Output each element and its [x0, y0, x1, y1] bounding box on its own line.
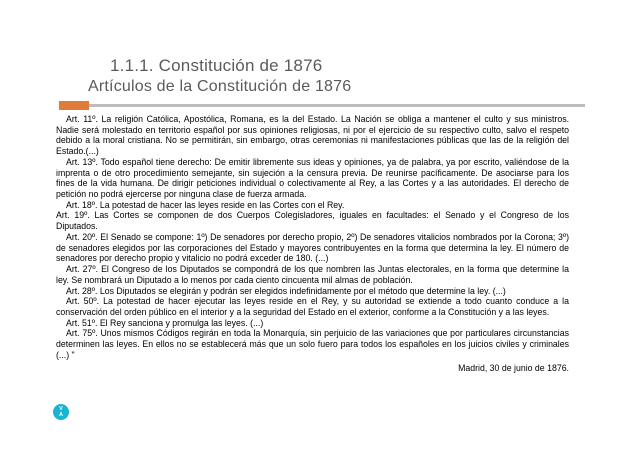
- logo-badge-icon: [53, 404, 69, 420]
- title-rule-accent: [59, 101, 89, 110]
- logo-letter-top: V: [59, 406, 63, 412]
- title-rule-line: [89, 104, 585, 107]
- logo-letter-bottom: A: [59, 412, 63, 418]
- article-11: Art. 11º. La religión Católica, Apostólica, Romana, es la del Estado. La Nación se obliga a mantener el culto y sus ministros. Nadie será molestado en territorio español por sus opiniones religiosas, ni por el ejercicio de su respectivo culto, salvo el respeto debido a la moral cristiana. No se permitirán, sin embargo, otras ceremonias ni manifestaciones públicas que las de la religión del Estado.(...): [56, 114, 569, 157]
- article-20: Art. 20º. El Senado se compone: 1º) De senadores por derecho propio, 2º) De senadores vitalicios nombrados por la Corona; 3º) de senadores elegidos por las corporaciones del Estado y mayores contribuyentes en la forma que determina la ley. El número de senadores por derecho propio y vitalicio no podrá exceder de 180. (...): [56, 231, 569, 264]
- article-13: Art. 13º. Todo español tiene derecho: De emitir libremente sus ideas y opiniones, ya de palabra, ya por escrito, valiéndose de la imprenta o de otro procedimiento semejante, sin sujeción a la censura previa. De reunirse pacíficamente. De asociarse para los fines de la vida humana. De dirigir peticiones individual o colectivamente al Rey, a las Cortes y a las autoridades. El derecho de petición no podrá ejercerse por ninguna clase de fuerza armada.: [56, 156, 569, 200]
- article-28: Art. 28º. Los Diputados se elegirán y podrán ser elegidos indefinidamente por el método que determine la ley. (...): [66, 285, 506, 296]
- signature-date: Madrid, 30 de junio de 1876.: [458, 362, 569, 373]
- constitution-text: [56, 114, 569, 373]
- article-18: Art. 18º. La potestad de hacer las leyes reside en las Cortes con el Rey.: [66, 199, 345, 210]
- article-50: Art. 50º. La potestad de hacer ejecutar las leyes reside en el Rey, y su autoridad se extiende a todo cuanto conduce a la conservación del orden público en el interior y a la seguridad del Estado en el exterior, conforme a la Constitución y a las leyes.: [56, 296, 569, 317]
- article-75: Art. 75º. Unos mismos Códigos regirán en toda la Monarquía, sin perjuicio de las variaciones que por particulares circunstancias determinen las leyes. En ellos no se establecerá más que un solo fuero para todos los españoles en los juicios civiles y criminales (...) ": [56, 328, 569, 360]
- slide-subtitle: Artículos de la Constitución de 1876: [88, 78, 352, 95]
- slide-title: 1.1.1. Constitución de 1876: [110, 56, 323, 75]
- article-27: Art. 27º. El Congreso de los Diputados se compondrá de los que nombren las Juntas electorales, en la forma que determine la ley. Se nombrará un Diputado a lo menos por cada ciento cincuenta mil almas de población.: [56, 264, 569, 285]
- article-51: Art. 51º. El Rey sanciona y promulga las leyes. (...): [66, 317, 264, 328]
- article-19: Art. 19º. Las Cortes se componen de dos Cuerpos Colegisladores, iguales en facultades: el Senado y el Congreso de los Diputados.: [56, 210, 569, 232]
